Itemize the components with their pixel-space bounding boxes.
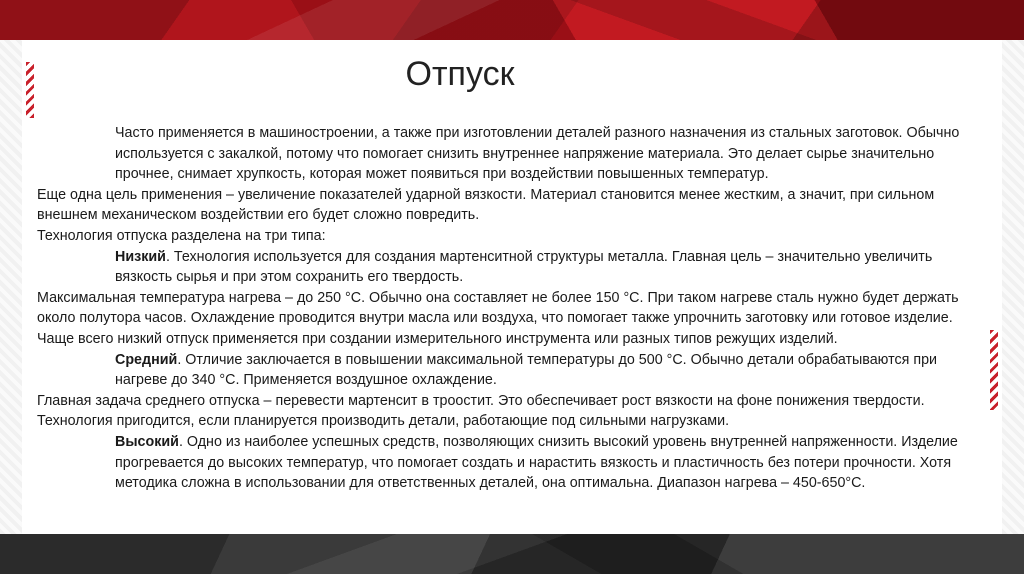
bottom-decorative-band <box>0 534 1024 574</box>
paragraph-low-usage: Чаще всего низкий отпуск применяется при создании измерительного инструмента или разных типов режущих изделий. <box>37 330 838 347</box>
paragraph-low-temperature: Максимальная температура нагрева – до 250 °С. Обычно она составляет не более 150 °С. При таком нагреве сталь нужно будет держать около полутора часов. Охлаждение проводится внутри масла или воздуха, что помогает также упрочнить заготовку или готовое изделие. <box>37 289 959 327</box>
paragraph-medium <box>37 350 977 391</box>
medium-type-label: Средний <box>115 351 178 368</box>
right-pattern-margin <box>1002 40 1024 534</box>
paragraph-purpose: Еще одна цель применения – увеличение показателей ударной вязкости. Материал становится менее жестким, а значит, при сильном внешнем механическом воздействии его будет сложно повредить. <box>37 186 935 224</box>
paragraph-medium-goal: Главная задача среднего отпуска – перевести мартенсит в троостит. Это обеспечивает рост вязкости на фоне понижения твердости. Технология пригодится, если планируется производить детали, работающие под сильными нагрузками. <box>37 392 925 430</box>
left-pattern-margin <box>0 40 22 534</box>
paragraph-types-intro: Технология отпуска разделена на три типа: <box>37 227 326 244</box>
high-type-text: . Одно из наиболее успешных средств, позволяющих снизить высокий уровень внутренней напряженности. Изделие прогревается до высоких температур, что помогает создать и нарастить вязкость и пластичность без потери прочности. Хотя методика сложна в использовании для ответственных деталей, она оптимальна. Диапазон нагрева – 450-650°С. <box>115 433 958 492</box>
top-decorative-band <box>0 0 1024 40</box>
paragraph-intro: Часто применяется в машиностроении, а также при изготовлении деталей разного назначения из стальных заготовок. Обычно используется с закалкой, потому что помогает снизить внутреннее напряжение материала. Это делает сырье значительно прочнее, снимает хрупкость, которая может появиться при воздействии повышенных температур. <box>115 125 960 183</box>
paragraph-high <box>37 432 977 494</box>
slide-title: Отпуск <box>405 55 515 93</box>
slide-body <box>37 123 977 494</box>
medium-type-text: . Отличие заключается в повышении максимальной температуры до 500 °С. Обычно детали обрабатываются при нагреве до 340 °С. Применяется воздушное охлаждение. <box>115 351 938 389</box>
paragraph-low <box>37 247 977 288</box>
low-type-text: . Технология используется для создания мартенситной структуры металла. Главная цель – значительно увеличить вязкость сырья и при этом сохранить его твердость. <box>115 248 933 286</box>
low-type-label: Низкий <box>115 248 166 265</box>
right-stripe-decoration <box>990 330 998 410</box>
high-type-label: Высокий <box>115 433 179 450</box>
